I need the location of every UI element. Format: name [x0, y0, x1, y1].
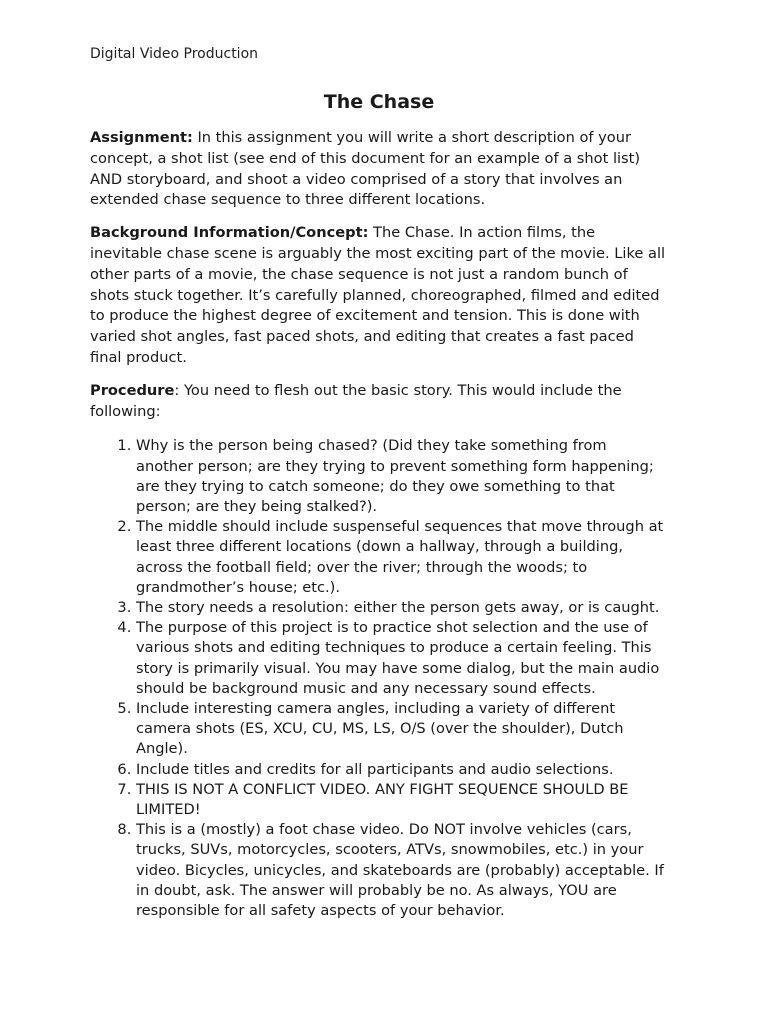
- assignment-label: Assignment:: [90, 129, 193, 146]
- list-item: 4. The purpose of this project is to practice shot selection and the use of various shots and editing techniques to produce a certain feeling. This story is primarily visual. You may have some dialog, but the main audio should be background music and any necessary sound effects.: [136, 618, 668, 699]
- procedure-steps-list: [90, 436, 668, 921]
- list-item: 2. The middle should include suspenseful sequences that move through at least three different locations (down a hallway, through a building, across the football field; over the river; through the woods; to grandmother’s house; etc.).: [136, 517, 668, 598]
- background-text: The Chase. In action films, the inevitable chase scene is arguably the most exciting part of the movie. Like all other parts of a movie, the chase sequence is not just a random bunch of shots stuck together. It’s carefully planned, choreographed, filmed and edited to produce the highest degree of excitement and tension. This is done with varied shot angles, fast paced shots, and editing that creates a fast paced final product.: [90, 224, 666, 366]
- document-title: The Chase: [323, 91, 435, 113]
- list-item: 1. Why is the person being chased? (Did they take something from another person; are they trying to prevent something form happening; are they trying to catch someone; do they owe something to that person; are they being stalked?).: [136, 436, 668, 517]
- procedure-label: Procedure: [90, 381, 175, 399]
- background-paragraph: [90, 223, 668, 369]
- assignment-paragraph: [90, 128, 668, 211]
- procedure-paragraph: [90, 381, 668, 423]
- background-label: Background Information/Concept:: [90, 224, 369, 242]
- procedure-text: : You need to flesh out the basic story. This would include the following:: [90, 381, 622, 420]
- list-item: 5. Include interesting camera angles, including a variety of different camera shots (ES, XCU, CU, MS, LS, O/S (over the shoulder), Dutch Angle).: [136, 699, 668, 760]
- list-item: 3. The story needs a resolution: either the person gets away, or is caught.: [136, 598, 668, 618]
- assignment-text: In this assignment you will write a short description of your concept, a shot list (see end of this document for an example of a shot list) AND storyboard, and shoot a video comprised of a story that involves an extended chase sequence to three different locations.: [90, 129, 641, 209]
- list-item: 6. Include titles and credits for all participants and audio selections.: [136, 760, 668, 780]
- list-item: 8. This is a (mostly) a foot chase video. Do NOT involve vehicles (cars, trucks, SUVs, motorcycles, scooters, ATVs, snowmobiles, etc.) in your video. Bicycles, unicycles, and skateboards are (probably) acceptable. If in doubt, ask. The answer will probably be no. As always, YOU are responsible for all safety aspects of your behavior.: [136, 820, 668, 921]
- list-item: 7. THIS IS NOT A CONFLICT VIDEO. ANY FIGHT SEQUENCE SHOULD BE LIMITED!: [136, 780, 668, 820]
- course-header: Digital Video Production: [90, 46, 259, 62]
